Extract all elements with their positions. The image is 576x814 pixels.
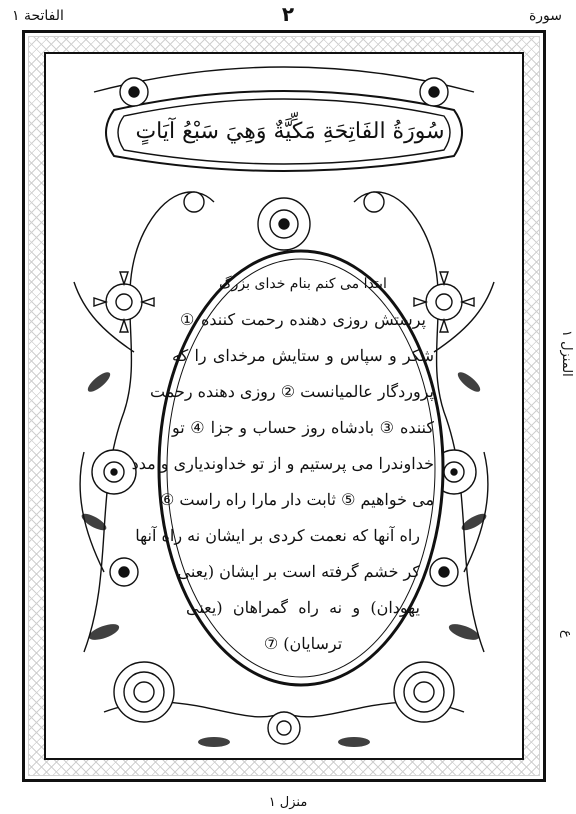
translation-line: می خواهیم ⑤ ثابت دار مارا راه راست ⑥ bbox=[159, 490, 434, 509]
surah-label: سورة bbox=[528, 8, 562, 24]
surah-heading: سُورَةُ الفَاتِحَةِ مَكِّيَّةٌ وَهِيَ سَبْعُ آيَاتٍ bbox=[135, 119, 445, 144]
manzil-side-note: المنزل ١ bbox=[559, 330, 574, 377]
translation-line: شکر و سپاس و ستایش مرخدای را که bbox=[172, 346, 434, 365]
translation-line: کر خشم گرفته است بر ایشان (یعنی bbox=[177, 562, 420, 581]
footer-manzil: منزل ١ bbox=[268, 795, 308, 810]
page-number: ٢ bbox=[281, 2, 295, 26]
translation-line: پرستش روزی دهنده رحمت کننده ① bbox=[180, 310, 426, 329]
translation-line: یهودان) و نه راه گمراهان (یعنی bbox=[186, 598, 420, 617]
juz-mark: ع bbox=[559, 630, 574, 638]
translation-body bbox=[131, 266, 434, 666]
translation-line: ترسایان) ⑦ bbox=[263, 634, 343, 653]
translation-line: راه آنها که نعمت کردی بر ایشان نه راه آنها bbox=[135, 526, 420, 545]
surah-name-header: الفاتحة ١ bbox=[12, 8, 64, 24]
translation-line: کننده ③ بادشاه روز حساب و جزا ④ تو bbox=[172, 418, 434, 437]
translation-line: پروردگار عالمیانست ② روزی دهنده رحمت bbox=[150, 382, 434, 401]
flower-left-upper bbox=[94, 272, 154, 332]
translation-line: ابتدا می کنم بنام خدای بزرگ bbox=[219, 276, 387, 292]
translation-line: خداوندرا می پرستیم و از تو خداوندیاری و مدد bbox=[131, 454, 434, 473]
